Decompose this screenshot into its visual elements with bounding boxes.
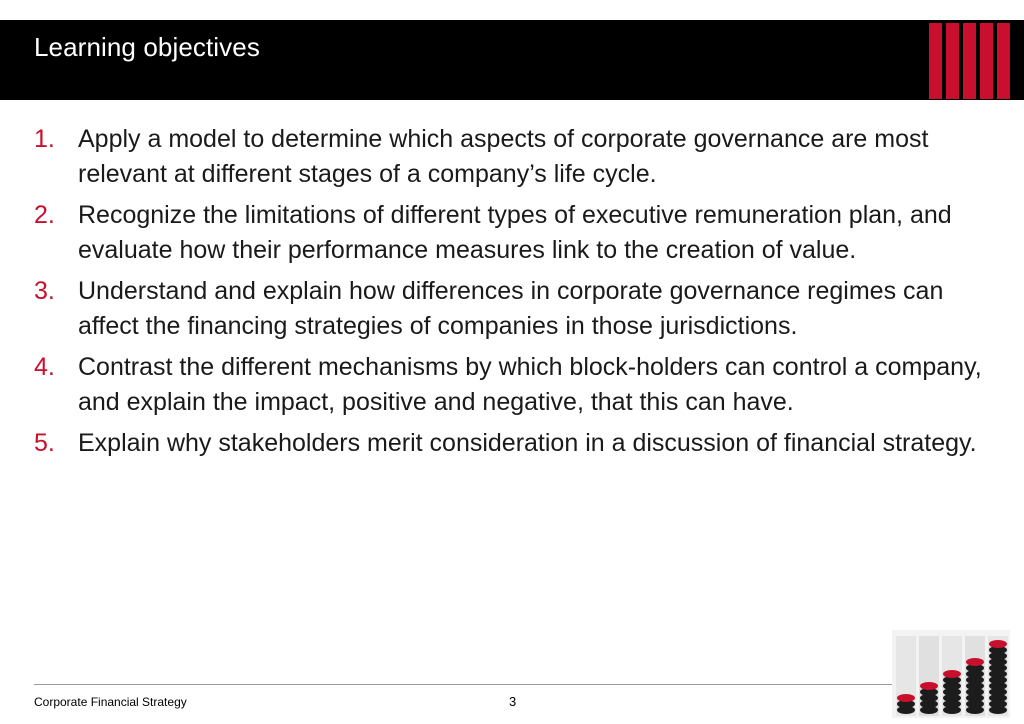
logo-bar bbox=[997, 23, 1010, 99]
objective-number: 1. bbox=[34, 125, 55, 153]
objective-text: Recognize the limitations of different types of executive remuneration plan, and evaluate how their performance measures link to the creation of value. bbox=[78, 201, 952, 264]
objective-item bbox=[34, 122, 994, 192]
objectives-list bbox=[34, 122, 994, 467]
stacked-coins-image-icon bbox=[892, 630, 1010, 718]
objective-number: 3. bbox=[34, 277, 55, 305]
red-bars-logo-icon bbox=[929, 23, 1010, 99]
objective-text: Contrast the different mechanisms by which block-holders can control a company, and explain the impact, positive and negative, that this can have. bbox=[78, 353, 982, 416]
objective-number: 4. bbox=[34, 353, 55, 381]
logo-bar bbox=[963, 23, 976, 99]
slide-title: Learning objectives bbox=[34, 32, 260, 62]
footer-course-name: Corporate Financial Strategy bbox=[34, 695, 187, 709]
objective-number: 5. bbox=[34, 429, 55, 457]
objective-item bbox=[34, 426, 994, 461]
header-bar bbox=[0, 20, 1024, 100]
objective-number: 2. bbox=[34, 201, 55, 229]
objective-item bbox=[34, 350, 994, 420]
objective-text: Understand and explain how differences in corporate governance regimes can affect the financing strategies of companies in those jurisdictions. bbox=[78, 277, 944, 340]
logo-bar bbox=[980, 23, 993, 99]
page-number: 3 bbox=[509, 694, 517, 709]
objective-item bbox=[34, 198, 994, 268]
objective-text: Explain why stakeholders merit consideration in a discussion of financial strategy. bbox=[78, 429, 977, 457]
footer-divider bbox=[34, 684, 892, 685]
objective-text: Apply a model to determine which aspects of corporate governance are most relevant at different stages of a company’s life cycle. bbox=[78, 125, 929, 188]
objective-item bbox=[34, 274, 994, 344]
logo-bar bbox=[929, 23, 942, 99]
logo-bar bbox=[946, 23, 959, 99]
